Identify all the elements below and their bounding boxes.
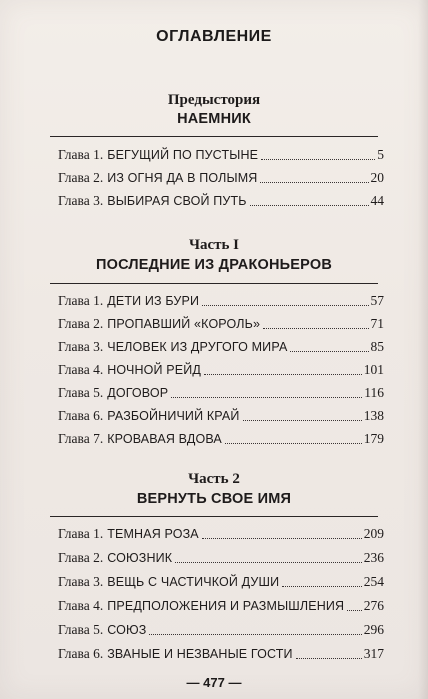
chapter-number: Глава 2. [58,170,104,185]
chapter-title: СОЮЗ [107,623,147,637]
dot-leader [225,443,362,444]
prologue-title: НАЕМНИК [177,111,251,127]
dot-leader [149,634,361,635]
dot-leader [204,374,362,375]
chapter-title: БЕГУЩИЙ ПО ПУСТЫНЕ [107,148,259,162]
page-number: 209 [363,526,384,541]
chapter-number: Глава 3. [58,574,104,589]
chapter-title: РАЗБОЙНИЧИЙ КРАЙ [107,409,240,423]
toc-entry-part2-3[interactable] [58,572,384,590]
chapter-number: Глава 1. [58,293,104,308]
chapter-title: ПРОПАВШИЙ «КОРОЛЬ» [107,317,261,331]
part2-title: ВЕРНУТЬ СВОЕ ИМЯ [136,491,292,507]
dot-leader [175,562,362,563]
chapter-number: Глава 1. [58,147,104,162]
chapter-number: Глава 3. [58,193,104,208]
dot-leader [243,420,362,421]
page-number: 20 [370,170,384,185]
toc-entry-part2-1[interactable] [58,524,384,542]
part1-title: ПОСЛЕДНИЕ ИЗ ДРАКОНЬЕРОВ [95,257,333,273]
chapter-title: ВЕЩЬ С ЧАСТИЧКОЙ ДУШИ [107,575,280,589]
dot-leader [202,538,362,539]
chapter-number: Глава 4. [58,598,104,613]
chapter-number: Глава 7. [58,431,104,446]
page-number: 276 [363,598,384,613]
chapter-number: Глава 2. [58,550,104,565]
toc-entry-part1-5[interactable] [58,383,384,401]
page-number: 236 [363,550,384,565]
toc-entry-part1-1[interactable] [58,291,384,309]
part1-rule [50,283,378,284]
dot-leader [250,205,369,206]
chapter-title: ДОГОВОР [107,386,169,400]
page-number: 57 [370,293,384,308]
dot-leader [171,397,362,398]
chapter-title: ЗВАНЫЕ И НЕЗВАНЫЕ ГОСТИ [107,647,293,661]
page-number: 101 [363,362,384,377]
toc-entry-prologue-1[interactable] [58,145,384,163]
prologue-label: Предыстория [167,92,261,108]
toc-entry-part1-4[interactable] [58,360,384,378]
toc-entry-part2-2[interactable] [58,548,384,566]
dot-leader [263,328,368,329]
dot-leader [261,159,375,160]
part1-label: Часть I [188,237,240,253]
chapter-number: Глава 4. [58,362,104,377]
toc-entry-prologue-3[interactable] [58,191,384,209]
chapter-title: СОЮЗНИК [107,551,173,565]
chapter-number: Глава 1. [58,526,104,541]
page-number: 138 [363,408,384,423]
chapter-title: ВЫБИРАЯ СВОЙ ПУТЬ [107,194,247,208]
toc-title: ОГЛАВЛЕНИЕ [156,28,272,45]
chapter-title: ТЕМНАЯ РОЗА [107,527,199,541]
toc-entry-part2-4[interactable] [58,596,384,614]
part2-rule [50,516,378,517]
page-number: 254 [363,574,384,589]
page-number: 317 [363,646,384,661]
dot-leader [260,182,368,183]
toc-entry-part1-3[interactable] [58,337,384,355]
chapter-title: КРОВАВАЯ ВДОВА [107,432,222,446]
page-number: 116 [364,385,384,400]
toc-entry-part2-6[interactable] [58,644,384,662]
chapter-number: Глава 6. [58,646,104,661]
dot-leader [282,586,362,587]
part2-label: Часть 2 [188,471,240,487]
prologue-rule [50,136,378,137]
page-number: 296 [363,622,384,637]
dot-leader [347,610,362,611]
chapter-title: ПРЕДПОЛОЖЕНИЯ И РАЗМЫШЛЕНИЯ [107,599,345,613]
page-folio: — 477 — [186,675,242,690]
chapter-title: НОЧНОЙ РЕЙД [107,363,202,377]
toc-entry-part1-7[interactable] [58,429,384,447]
chapter-title: ЧЕЛОВЕК ИЗ ДРУГОГО МИРА [107,340,288,354]
chapter-number: Глава 6. [58,408,104,423]
chapter-number: Глава 5. [58,385,104,400]
toc-entry-part1-2[interactable] [58,314,384,332]
chapter-title: ИЗ ОГНЯ ДА В ПОЛЫМЯ [107,171,258,185]
toc-entry-prologue-2[interactable] [58,168,384,186]
chapter-number: Глава 2. [58,316,104,331]
page-number: 179 [363,431,384,446]
page-number: 85 [370,339,384,354]
page-number: 44 [370,193,384,208]
dot-leader [296,658,362,659]
chapter-number: Глава 5. [58,622,104,637]
dot-leader [290,351,368,352]
page-number: 5 [377,147,384,162]
toc-entry-part2-5[interactable] [58,620,384,638]
dot-leader [202,305,368,306]
toc-entry-part1-6[interactable] [58,406,384,424]
chapter-title: ДЕТИ ИЗ БУРИ [107,294,200,308]
page-number: 71 [370,316,384,331]
chapter-number: Глава 3. [58,339,104,354]
